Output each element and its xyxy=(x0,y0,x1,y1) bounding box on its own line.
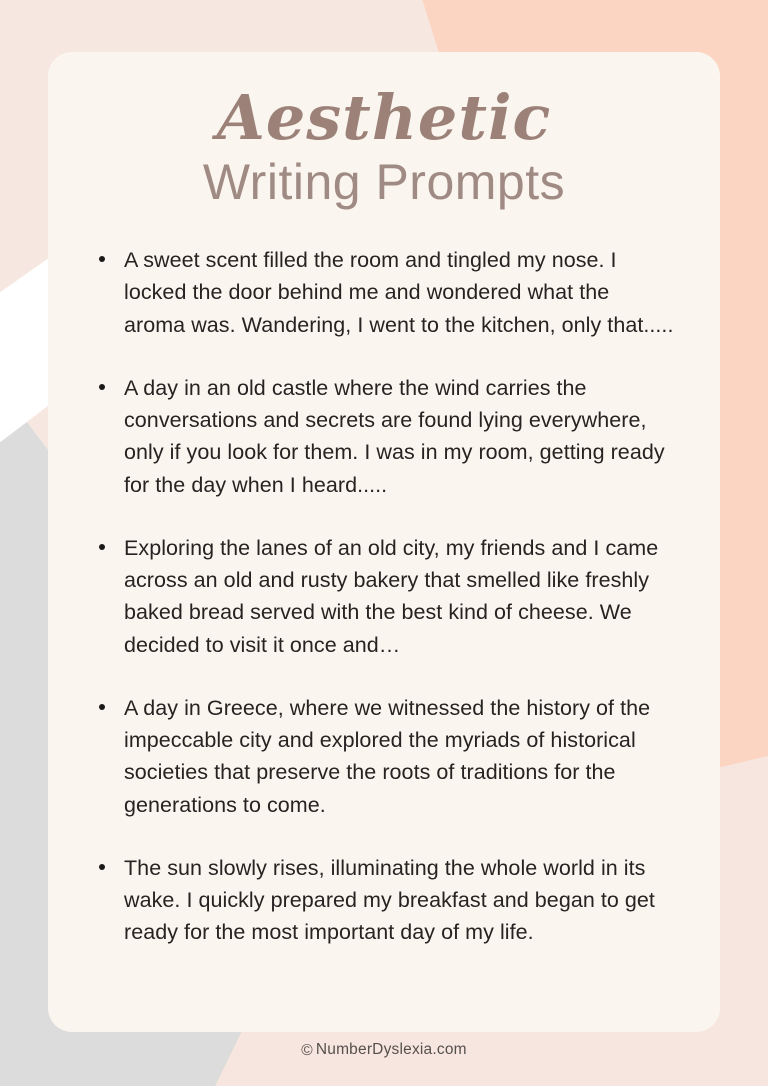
list-item xyxy=(92,372,676,501)
copyright-icon: © xyxy=(301,1042,313,1059)
bullet-icon xyxy=(99,256,105,262)
prompt-text: A day in Greece, where we witnessed the history of the impeccable city and explored the myriads of historical societies that preserve the roots of traditions for the generations to come. xyxy=(124,695,651,817)
prompt-text: The sun slowly rises, illuminating the whole world in its wake. I quickly prepared my breakfast and began to get ready for the most important day of my life. xyxy=(124,855,655,945)
bullet-icon xyxy=(99,544,105,550)
page-title-script: Aesthetic xyxy=(216,81,552,154)
footer-attribution xyxy=(0,1041,768,1060)
page-title-subtitle: Writing Prompts xyxy=(202,154,566,211)
prompt-text: A day in an old castle where the wind carries the conversations and secrets are found lying everywhere, only if you look for them. I was in my room, getting ready for the day when I heard..... xyxy=(124,375,665,497)
bullet-icon xyxy=(99,704,105,710)
list-item xyxy=(92,244,676,341)
list-item xyxy=(92,692,676,821)
prompt-text: A sweet scent filled the room and tingled my nose. I locked the door behind me and wondered what the aroma was. Wandering, I went to the kitchen, only that..... xyxy=(124,248,674,337)
prompt-list xyxy=(92,244,676,949)
list-item xyxy=(92,852,676,949)
content-card xyxy=(48,52,720,1032)
prompt-text: Exploring the lanes of an old city, my friends and I came across an old and rusty bakery that smelled like freshly baked bread served with the best kind of cheese. We decided to visit it once and… xyxy=(124,535,659,657)
bullet-icon xyxy=(99,384,105,390)
bullet-icon xyxy=(99,864,105,870)
list-item xyxy=(92,532,676,661)
footer-site-name: NumberDyslexia.com xyxy=(315,1041,467,1058)
